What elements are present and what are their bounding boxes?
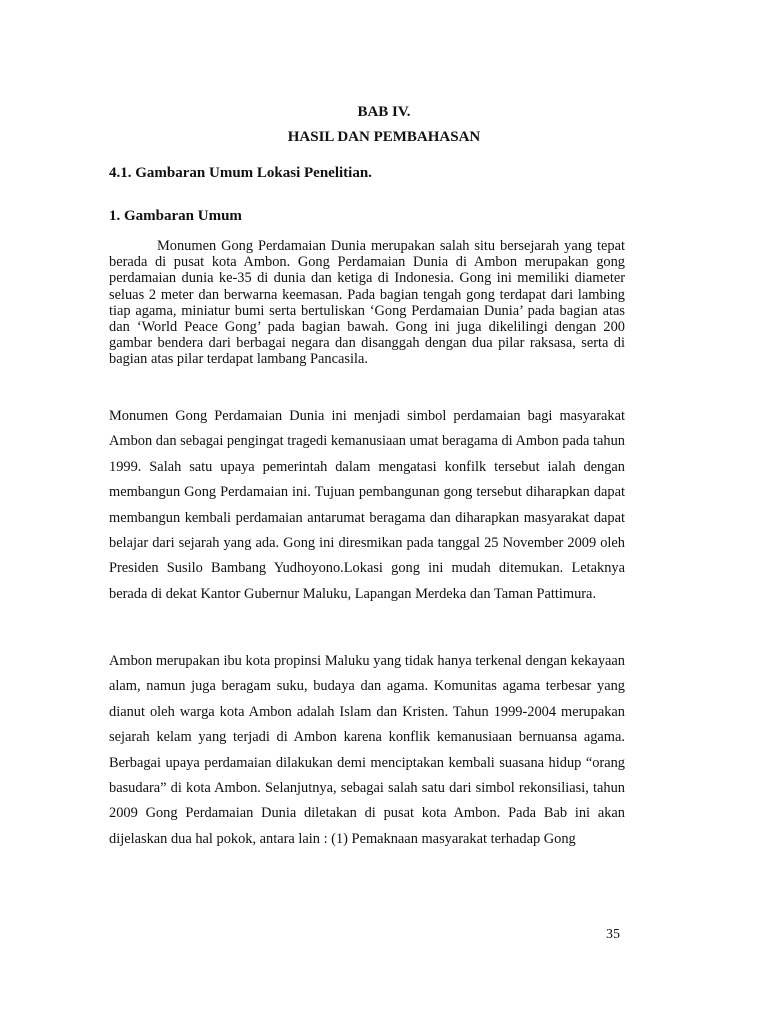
page-number: 35	[606, 927, 620, 942]
paragraph-3: Ambon merupakan ibu kota propinsi Maluku yang tidak hanya terkenal dengan kekayaan alam, namun juga beragam suku, budaya dan agama. Komunitas agama terbesar yang dianut oleh warga kota Ambon adalah Islam dan Kristen. Tahun 1999-2004 merupakan sejarah kelam yang terjadi di Ambon karena konflik kemanusiaan bernuansa agama. Berbagai upaya perdamaian dilakukan demi menciptakan kembali suasana hidup “orang basudara” di kota Ambon. Selanjutnya, sebagai salah satu dari simbol rekonsiliasi, tahun 2009 Gong Perdamaian Dunia diletakan di pusat kota Ambon. Pada Bab ini akan dijelaskan dua hal pokok, antara lain : (1) Pemaknaan masyarakat terhadap Gong	[109, 653, 625, 847]
subsection-heading: 1. Gambaran Umum	[109, 208, 242, 224]
chapter-subtitle: HASIL DAN PEMBAHASAN	[287, 129, 481, 145]
paragraph-2: Monumen Gong Perdamaian Dunia ini menjadi simbol perdamaian bagi masyarakat Ambon dan sebagai pengingat tragedi kemanusiaan umat beragama di Ambon pada tahun 1999. Salah satu upaya pemerintah dalam mengatasi konfilk tersebut ialah dengan membangun Gong Perdamaian ini. Tujuan pembangunan gong tersebut diharapkan dapat membangun kembali perdamaian antarumat beragama dan diharapkan masyarakat dapat belajar dari sejarah yang ada. Gong ini diresmikan pada tanggal 25 November 2009 oleh Presiden Susilo Bambang Yudhoyono.Lokasi gong ini mudah ditemukan. Letaknya berada di dekat Kantor Gubernur Maluku, Lapangan Merdeka dan Taman Pattimura.	[109, 408, 625, 602]
chapter-title: BAB IV.	[357, 104, 411, 120]
section-heading: 4.1. Gambaran Umum Lokasi Penelitian.	[109, 165, 372, 181]
paragraph-1: Monumen Gong Perdamaian Dunia merupakan salah situ bersejarah yang tepat berada di pusat kota Ambon. Gong Perdamaian Dunia di Ambon merupakan gong perdamaian dunia ke-35 di dunia dan ketiga di Indonesia. Gong ini memiliki diameter seluas 2 meter dan berwarna keemasan. Pada bagian tengah gong terdapat dari lambing tiap agama, miniatur bumi serta bertuliskan ‘Gong Perdamaian Dunia’ pada bagian atas dan ‘World Peace Gong’ pada bagian bawah. Gong ini juga dikelilingi dengan 200 gambar bendera dari berbagai negara dan disanggah dengan dua pilar raksasa, serta di bagian atas pilar terdapat lambang Pancasila.	[109, 238, 625, 368]
